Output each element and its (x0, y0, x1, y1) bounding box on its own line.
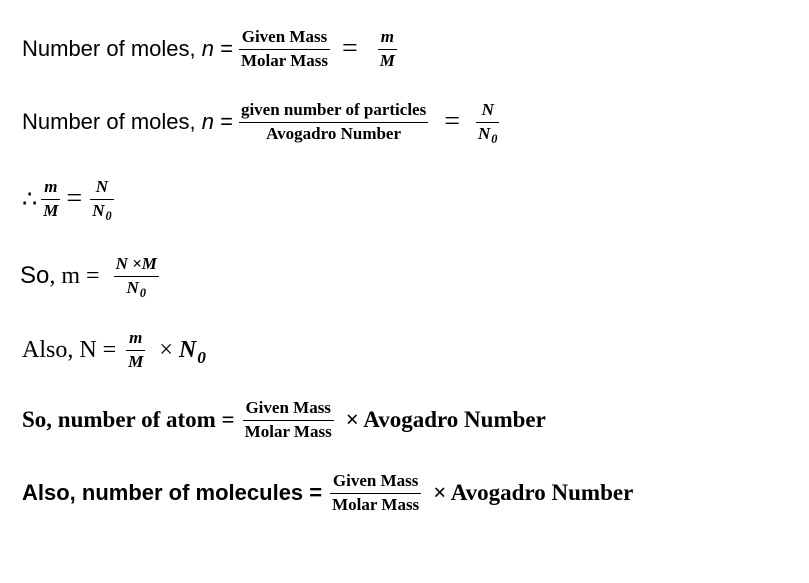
moles-mass-formula (22, 28, 403, 70)
fraction-numerator: N ×M (115, 254, 157, 273)
moles-label: Number of moles, n = (22, 36, 233, 62)
fraction-numerator: given number of particles (240, 100, 427, 119)
molecule-count-formula (22, 472, 633, 514)
fraction-denominator: $N_0$ (92, 200, 112, 223)
N-over-N0-fraction (476, 100, 499, 146)
atom-label: So, number of atom = (22, 407, 235, 433)
moles-particles-formula (22, 100, 505, 146)
fraction-bar (90, 199, 113, 200)
given-mass-fraction (330, 472, 421, 514)
fraction-denominator: M (379, 50, 395, 70)
fraction-bar (239, 122, 428, 123)
fraction-bar (330, 493, 421, 494)
equals-sign: = (444, 106, 461, 138)
fraction-denominator: $N_0$ (478, 123, 498, 146)
equals-sign: = (66, 183, 83, 215)
fraction-numerator: m (44, 177, 58, 196)
fraction-numerator: N (481, 100, 494, 119)
equals-sign: = (342, 33, 358, 65)
m-over-M-fraction (41, 178, 60, 220)
fraction-numerator: m (129, 328, 143, 347)
therefore-ratio (22, 177, 120, 223)
fraction-numerator: Given Mass (241, 27, 328, 46)
so-label: So, m = (20, 262, 100, 290)
given-mass-fraction (243, 399, 334, 441)
N-times-M-fraction (114, 254, 159, 300)
fraction-numerator: m (380, 27, 394, 46)
N-over-N0-fraction (90, 177, 113, 223)
fraction-bar (378, 49, 397, 50)
fraction-bar (243, 420, 334, 421)
times-sign: × (159, 336, 173, 363)
particle-count-formula (22, 329, 206, 371)
fraction-bar (476, 122, 499, 123)
particles-fraction (239, 101, 428, 143)
fraction-bar (114, 276, 159, 277)
fraction-denominator: Molar Mass (332, 494, 420, 514)
fraction-bar (239, 49, 330, 50)
fraction-denominator: M (43, 200, 59, 220)
atom-count-formula (22, 399, 546, 441)
m-over-M-fraction (378, 28, 397, 70)
fraction-denominator: Molar Mass (244, 421, 332, 441)
fraction-numerator: Given Mass (245, 398, 331, 417)
mass-formula (20, 254, 165, 300)
also-label: Also, N = (22, 336, 117, 363)
m-over-M-fraction (126, 329, 145, 371)
fraction-numerator: N (95, 177, 109, 196)
avogadro-term: × Avogadro Number (433, 480, 634, 506)
avogadro-symbol: $N_0$ (178, 336, 206, 367)
fraction-denominator: M (128, 351, 144, 371)
avogadro-term: × Avogadro Number (345, 407, 546, 433)
fraction-numerator: Given Mass (332, 471, 419, 490)
fraction-denominator: Molar Mass (240, 50, 328, 70)
moles-label: Number of moles, n = (22, 109, 233, 135)
given-mass-fraction (239, 28, 330, 70)
therefore-symbol: ∴ (22, 186, 38, 213)
fraction-bar (126, 350, 145, 351)
fraction-denominator: Avogadro Number (266, 123, 402, 143)
molecules-label: Also, number of molecules = (22, 480, 323, 506)
fraction-denominator: $N_0$ (126, 277, 146, 300)
fraction-bar (41, 199, 60, 200)
